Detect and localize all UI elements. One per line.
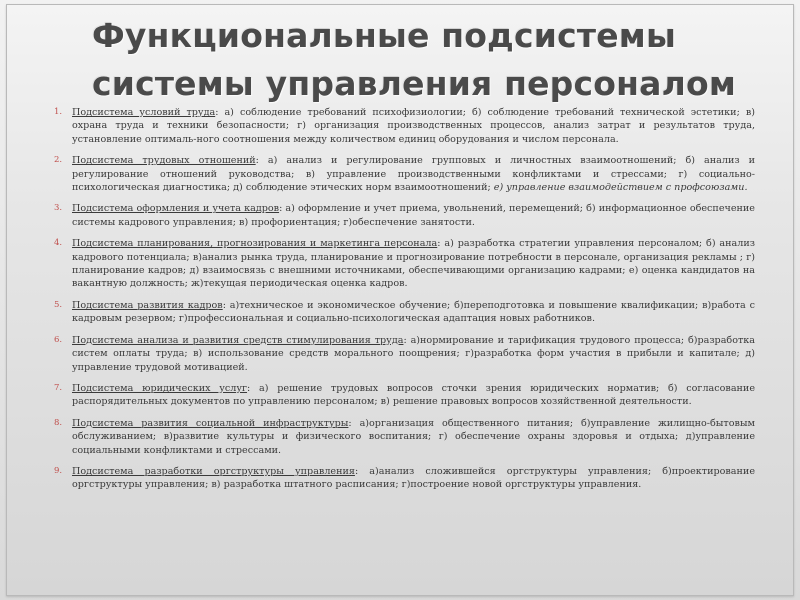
item-text: : а)нормирование и тарификация трудового процесса; б)разработка систем оплаты труда; в) использование средств морального поощрения; г)разработка форм участия в прибыли и капитале; д) управление трудовой мотивацией.: [72, 334, 755, 373]
item-number: 1.: [54, 107, 63, 117]
list-item: [54, 382, 755, 409]
list-item: [54, 417, 755, 457]
item-number: 6.: [54, 334, 63, 345]
item-number: 2.: [54, 155, 63, 166]
slide-title: [92, 12, 782, 108]
item-text: : а)организация общественного питания; б)управление жилищно-бытовым обслуживанием; в)развитие культуры и физического воспитания; г) обеспечение охраны здоровья и отдыха; д)управление социальными конфликтами и стрессами.: [72, 417, 755, 456]
item-text-emphasis: е) управление взаимодействием с профсоюзами.: [493, 182, 748, 194]
list-item: [54, 237, 755, 291]
item-text: : а) разработка стратегии управления персоналом; б) анализ кадрового потенциала; в)анализ рынка труда, планирование и прогнозирование потребности в персонале, организация рекламы ; г) планирование кадров; д) взаимосвязь с внешними источниками, обеспечивающими организацию кадрами; е) оценка кандидатов на вакантную должность; ж)текущая периодическая оценка кадров.: [72, 238, 755, 290]
item-text: : а) соблюдение требований психофизиологии; б) соблюдение требований технической эстетики; в) охрана труда и техники безопасности; г) организация производственных процессов, анализ затрат и результатов труда, установление оптималь-ного соотношения между количеством единиц оборудования и числом персонала.: [72, 107, 755, 145]
item-heading: Подсистема развития социальной инфраструктуры: [72, 417, 349, 429]
list-item: [54, 154, 755, 194]
item-heading: Подсистема анализа и развития средств стимулирования труда: [72, 334, 404, 346]
list-item: [54, 299, 755, 326]
item-heading: Подсистема оформления и учета кадров: [72, 203, 280, 215]
item-number: 4.: [54, 238, 63, 249]
item-text: : а) анализ и регулирование групповых и личностных взаимоотношений; б) анализ и регулирование отношений руководства; в) управление производственными конфликтами и стрессами; г) социально-психологическая диагностика; д) соблюдение этических норм взаимоотношений;: [72, 155, 756, 194]
item-text: : а)техническое и экономическое обучение; б)переподготовка и повышение квалификации; в)работа с кадровым резервом; г)профессиональная и социально-психологическая адаптация новых работников.: [72, 299, 755, 325]
item-heading: Подсистема развития кадров: [72, 299, 223, 311]
item-number: 9.: [54, 465, 63, 476]
subsystems-list: [54, 106, 755, 500]
title-line-2: системы управления персоналом: [92, 64, 737, 103]
item-heading: Подсистема разработки оргструктуры управления: [72, 465, 355, 477]
item-number: 3.: [54, 203, 63, 214]
item-heading: Подсистема планирования, прогнозирования и маркетинга персонала: [72, 238, 438, 250]
item-number: 8.: [54, 417, 63, 428]
list-item: [54, 202, 755, 229]
list-item: [54, 334, 755, 374]
list-item: [54, 106, 755, 146]
item-heading: Подсистема условий труда: [72, 107, 216, 118]
item-text: : а) оформление и учет приема, увольнений, перемещений; б) информационное обеспечение системы кадрового управления; в) профориентация; г)обеспечение занятости.: [72, 203, 755, 228]
item-text: : а) решение трудовых вопросов сточки зрения юридических норматив; б) согласование распорядительных документов по управлению персоналом; в) решение правовых вопросов хозяйственной деятельности.: [72, 382, 756, 408]
item-heading: Подсистема юридических услуг: [72, 382, 248, 394]
item-heading: Подсистема трудовых отношений: [72, 155, 256, 167]
item-number: 7.: [54, 382, 63, 393]
title-line-1: Функциональные подсистемы: [92, 16, 676, 55]
item-number: 5.: [54, 299, 63, 310]
list-item: [54, 465, 755, 492]
item-text: : а)анализ сложившейся оргструктуры управления; б)проектирование оргструктуры управления; в) разработка штатного расписания; г)построение новой оргструктуры управления.: [72, 465, 755, 491]
